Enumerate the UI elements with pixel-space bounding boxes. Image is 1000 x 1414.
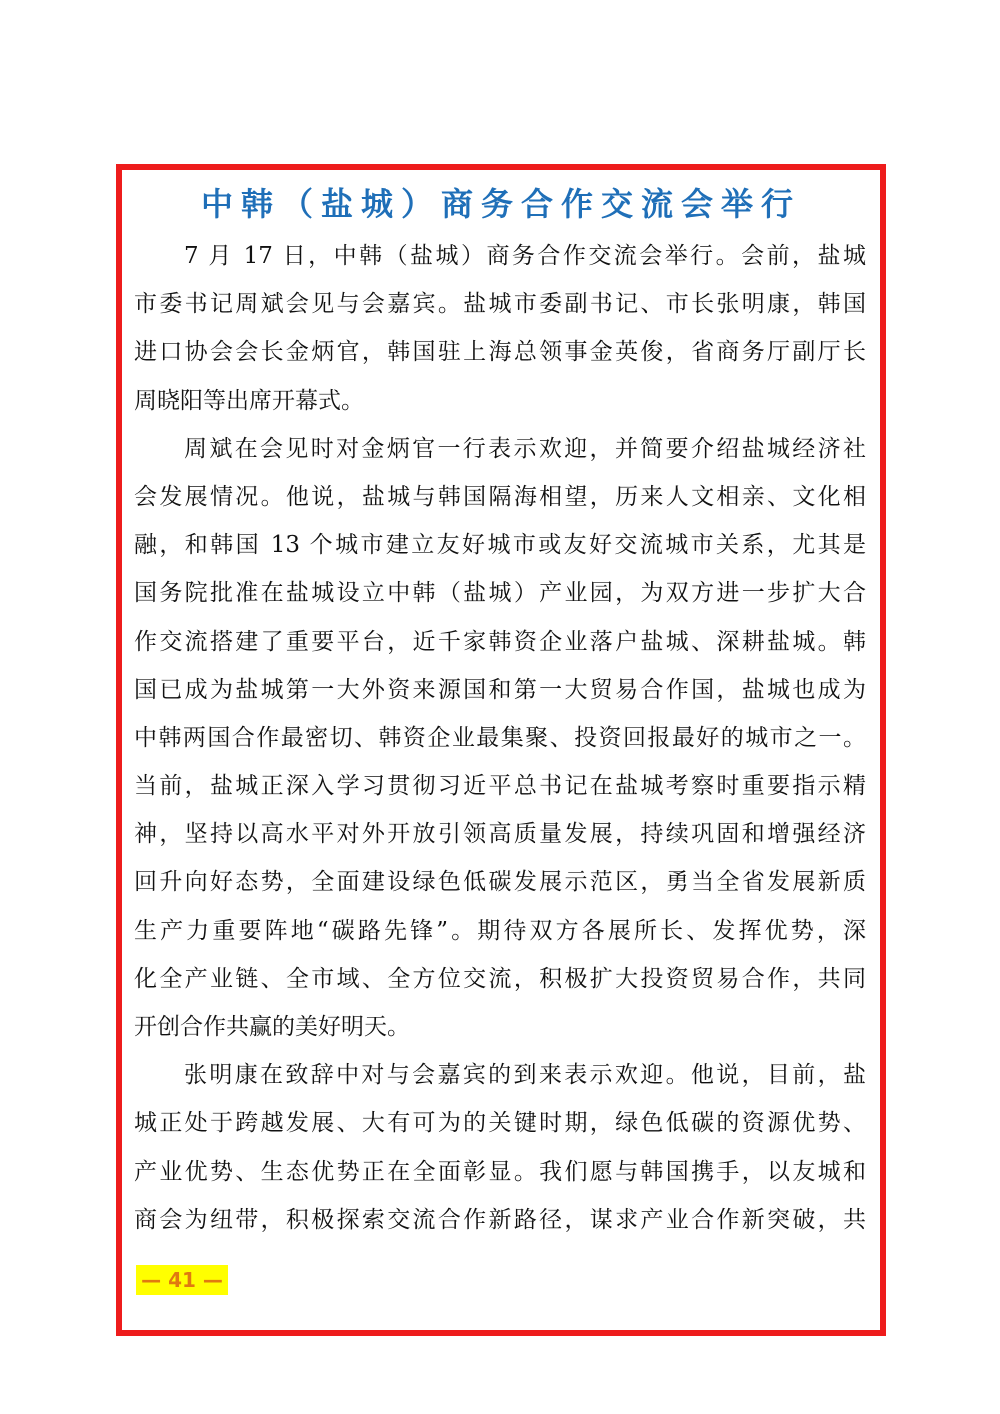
paragraph-3-line-2: 城正处于跨越发展、大有可为的关键时期，绿色低碳的资源优势、 [134,1110,866,1137]
paragraph-2-line-1: 周斌在会见时对金炳官一行表示欢迎，并简要介绍盐城经济社 [184,435,866,462]
paragraph-2-line-12: 化全产业链、全市域、全方位交流，积极扩大投资贸易合作，共同 [134,965,866,992]
article-body [134,232,866,1244]
paragraph-2-line-4: 国务院批准在盐城设立中韩（盐城）产业园，为双方进一步扩大合 [134,580,866,607]
paragraph-2-line-7: 中韩两国合作最密切、韩资企业最集聚、投资回报最好的城市之一。 [134,724,866,751]
paragraph-2-line-9: 神，坚持以高水平对外开放引领高质量发展，持续巩固和增强经济 [134,821,866,848]
paragraph-2-line-3: 融，和韩国 13 个城市建立友好城市或友好交流城市关系，尤其是 [134,532,866,559]
paragraph-3-line-1: 张明康在致辞中对与会嘉宾的到来表示欢迎。他说，目前，盐 [184,1062,866,1089]
paragraph-2-line-13: 开创合作共赢的美好明天。 [134,1014,410,1040]
article-title: 中韩（盐城）商务合作交流会举行 [200,185,801,223]
paragraph-1-line-4: 周晓阳等出席开幕式。 [134,387,364,414]
paragraph-1-line-3: 进口协会会长金炳官，韩国驻上海总领事金英俊，省商务厅副厅长 [134,339,866,366]
paragraph-2-line-5: 作交流搭建了重要平台，近千家韩资企业落户盐城、深耕盐城。韩 [134,628,866,655]
paragraph-1-line-2: 市委书记周斌会见与会嘉宾。盐城市委副书记、市长张明康，韩国 [134,291,866,318]
paragraph-2-line-11: 生产力重要阵地“碳路先锋”。期待双方各展所长、发挥优势，深 [134,917,866,944]
paragraph-3-line-3: 产业优势、生态优势正在全面彰显。我们愿与韩国携手，以友城和 [134,1158,866,1185]
paragraph-3-line-4: 商会为纽带，积极探索交流合作新路径，谋求产业合作新突破，共 [134,1206,866,1233]
paragraph-2-line-10: 回升向好态势，全面建设绿色低碳发展示范区，勇当全省发展新质 [134,869,866,896]
paragraph-2-line-8: 当前，盐城正深入学习贯彻习近平总书记在盐城考察时重要指示精 [134,773,866,800]
page-number: — 41 — [136,1265,228,1295]
paragraph-2-line-6: 国已成为盐城第一大外资来源国和第一大贸易合作国，盐城也成为 [134,676,866,703]
paragraph-1-line-1: 7 月 17 日，中韩（盐城）商务合作交流会举行。会前，盐城 [184,243,866,269]
paragraph-2-line-2: 会发展情况。他说，盐城与韩国隔海相望，历来人文相亲、文化相 [134,483,866,510]
